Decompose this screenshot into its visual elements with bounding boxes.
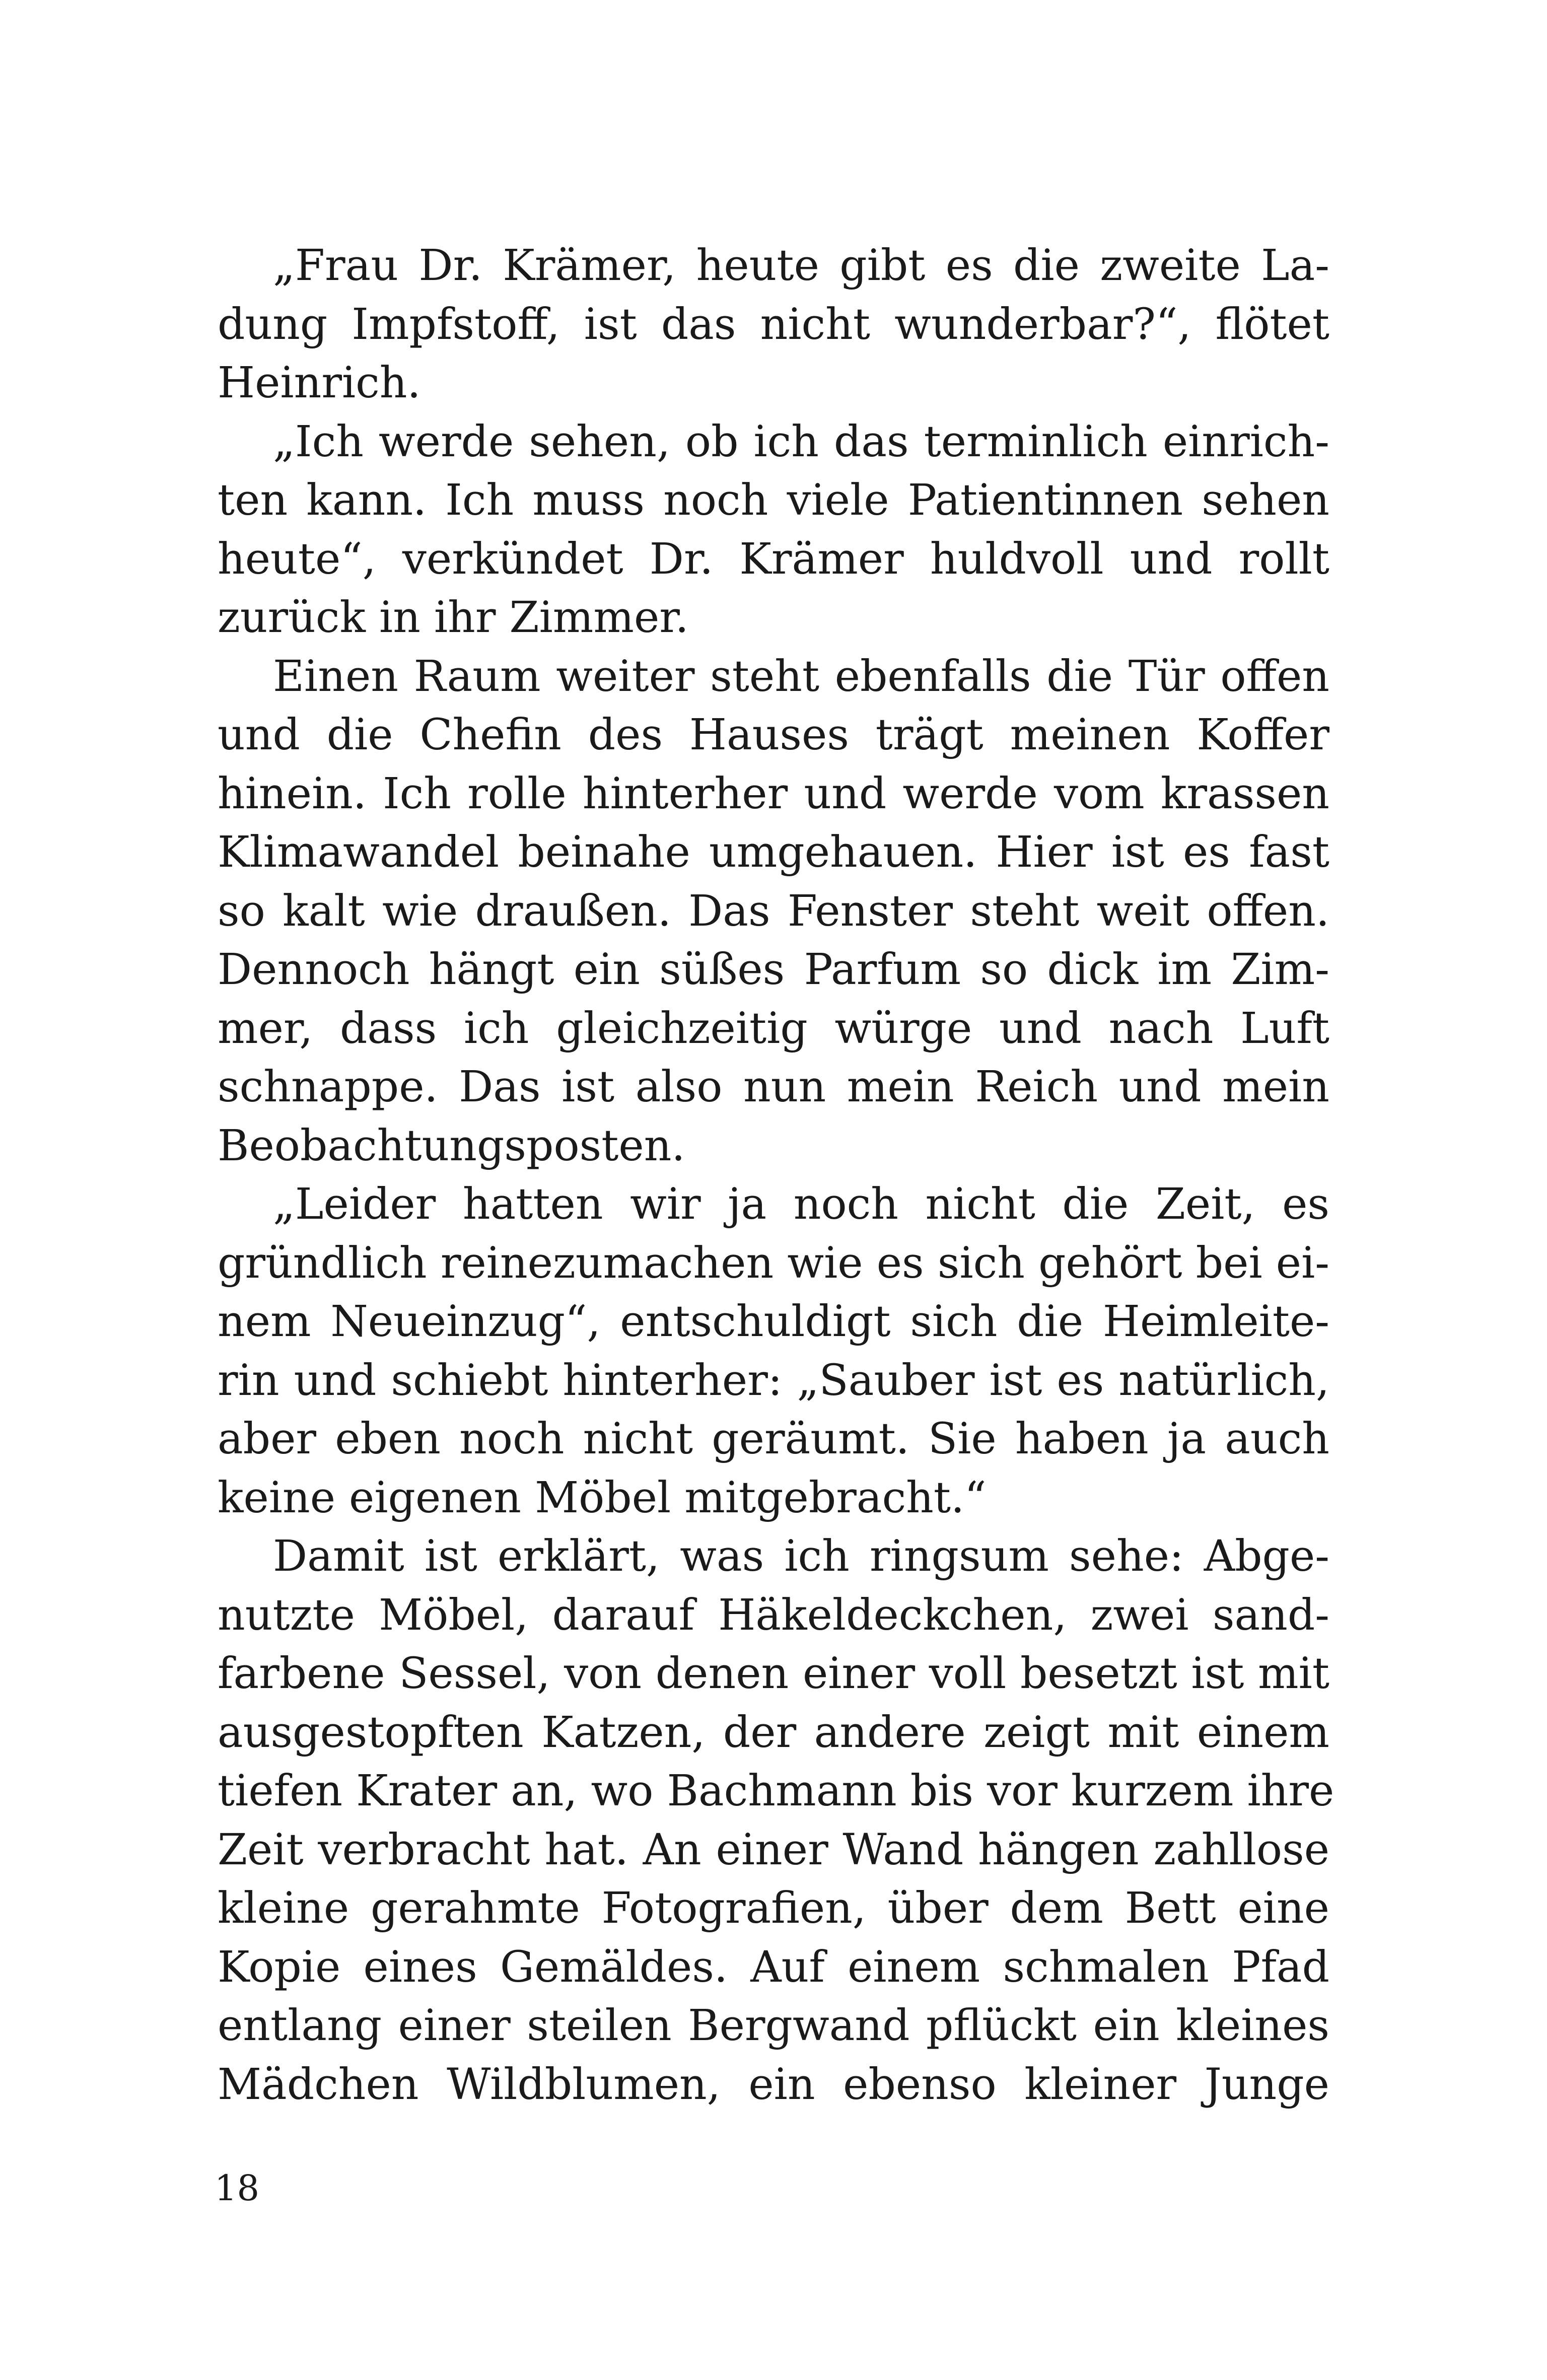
- text-line: „Leider hatten wir ja noch nicht die Zeit, es: [273, 1179, 1329, 1229]
- text-line: ausgestopften Katzen, der andere zeigt mit einem: [218, 1707, 1329, 1758]
- text-line: kleine gerahmte Fotografien, über dem Bett eine: [218, 1883, 1329, 1933]
- text-line: Zeit verbracht hat. An einer Wand hängen zahllose: [218, 1825, 1329, 1875]
- text-line: Heinrich.: [218, 358, 421, 408]
- text-line: Beobachtungsposten.: [218, 1121, 685, 1171]
- text-line: Einen Raum weiter steht ebenfalls die Tür offen: [273, 651, 1329, 702]
- text-line: ten kann. Ich muss noch viele Patientinnen sehen: [218, 475, 1329, 525]
- text-line: so kalt wie draußen. Das Fenster steht weit offen.: [218, 886, 1329, 936]
- text-line: Kopie eines Gemäldes. Auf einem schmalen Pfad: [218, 1942, 1329, 1992]
- text-line: zurück in ihr Zimmer.: [218, 593, 689, 643]
- text-line: keine eigenen Möbel mitgebracht.“: [218, 1473, 987, 1523]
- page-number: 18: [215, 2167, 260, 2209]
- text-line: entlang einer steilen Bergwand pflückt ein kleines: [218, 2001, 1329, 2051]
- text-line: schnappe. Das ist also nun mein Reich und mein: [218, 1062, 1329, 1112]
- text-line: farbene Sessel, von denen einer voll besetzt ist mit: [218, 1649, 1329, 1699]
- text-line: nutzte Möbel, darauf Häkeldeckchen, zwei sand-: [218, 1590, 1329, 1640]
- text-line: dung Impfstoff, ist das nicht wunderbar?“, flötet: [218, 299, 1329, 349]
- body-text: [218, 237, 1334, 2114]
- text-line: rin und schiebt hinterher: „Sauber ist es natürlich,: [218, 1355, 1329, 1406]
- text-line: hinein. Ich rolle hinterher und werde vom krassen: [218, 768, 1329, 819]
- text-line: heute“, verkündet Dr. Krämer huldvoll und rollt: [218, 534, 1329, 584]
- text-line: gründlich reinezumachen wie es sich gehört bei ei-: [218, 1238, 1329, 1288]
- text-line: aber eben noch nicht geräumt. Sie haben ja auch: [218, 1414, 1329, 1464]
- text-line: tiefen Krater an, wo Bachmann bis vor kurzem ihre: [218, 1766, 1334, 1816]
- text-line: „Frau Dr. Krämer, heute gibt es die zweite La-: [273, 241, 1329, 291]
- text-line: und die Chefin des Hauses trägt meinen Koffer: [218, 710, 1329, 760]
- text-line: Dennoch hängt ein süßes Parfum so dick im Zim-: [218, 945, 1329, 995]
- text-line: mer, dass ich gleichzeitig würge und nach Luft: [218, 1003, 1329, 1054]
- text-line: „Ich werde sehen, ob ich das terminlich einrich-: [273, 416, 1329, 467]
- text-line: Klimawandel beinahe umgehauen. Hier ist es fast: [218, 827, 1329, 877]
- text-line: Mädchen Wildblumen, ein ebenso kleiner Junge: [218, 2059, 1329, 2110]
- text-line: nem Neueinzug“, entschuldigt sich die Heimleite-: [218, 1297, 1329, 1347]
- text-line: Damit ist erklärt, was ich ringsum sehe: Abge-: [273, 1531, 1329, 1581]
